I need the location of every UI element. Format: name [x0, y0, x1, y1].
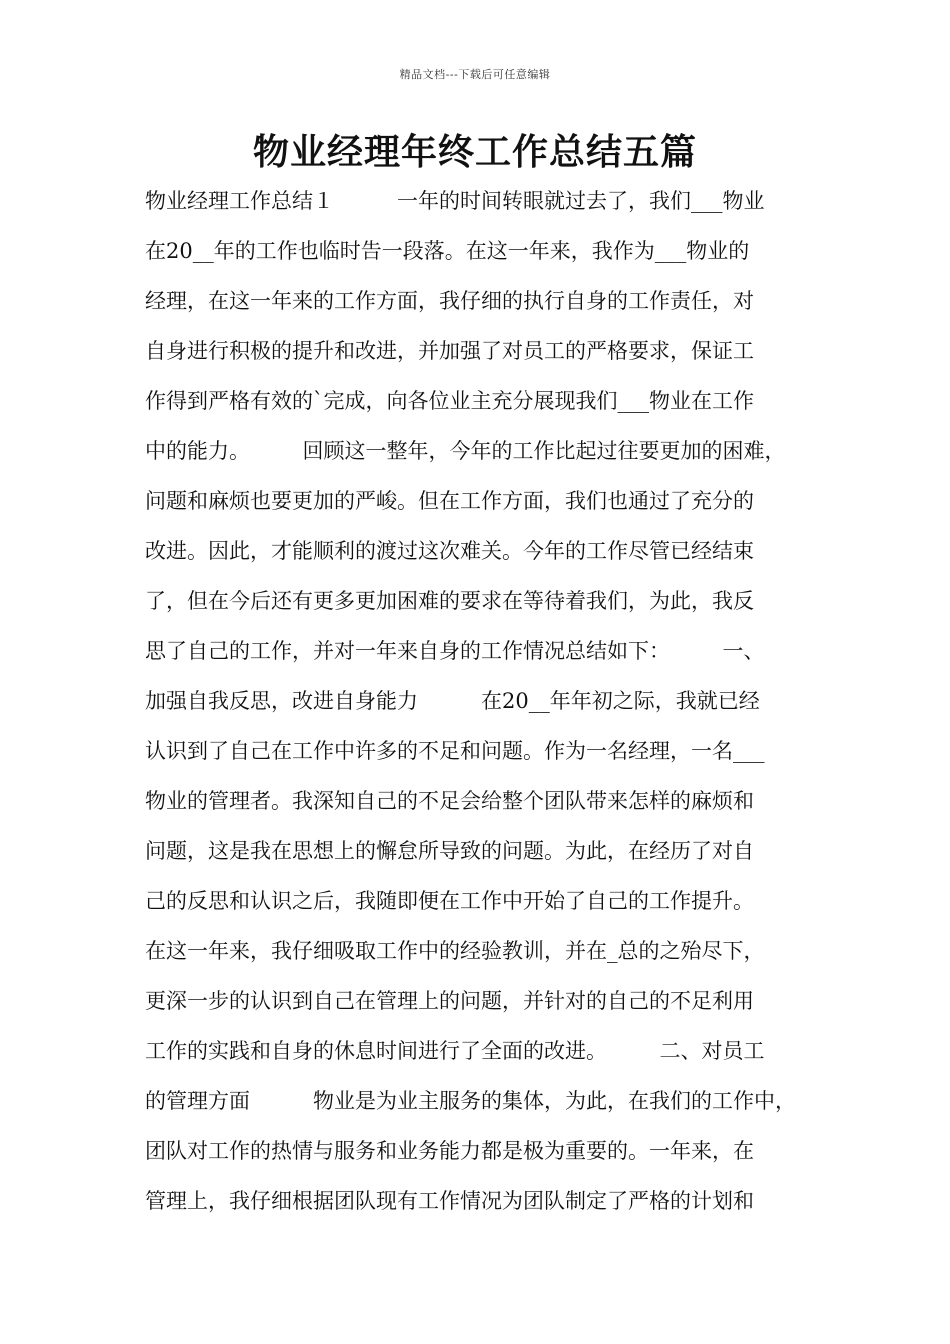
document-body [145, 180, 825, 1230]
body-line: 认识到了自己在工作中许多的不足和问题。作为一名经理，一名___ [145, 739, 765, 763]
body-line: 中的能力。 回顾这一整年，今年的工作比起过往要更加的困难， [145, 439, 786, 463]
body-line: 在这一年来，我仔细吸取工作中的经验教训，并在_总的之殆尽下， [145, 939, 765, 963]
body-line: 物业经理工作总结１ 一年的时间转眼就过去了，我们___物业 [145, 189, 765, 213]
body-line: 作得到严格有效的`完成，向各位业主充分展现我们___物业在工作 [145, 389, 754, 413]
document-title: 物业经理年终工作总结五篇 [252, 131, 697, 173]
body-line: 的管理方面 物业是为业主服务的集体，为此，在我们的工作中， [145, 1089, 796, 1113]
body-line: 了，但在今后还有更多更加困难的要求在等待着我们，为此，我反 [145, 589, 754, 613]
body-line: 工作的实践和自身的休息时间进行了全面的改进。 二、对员工 [145, 1039, 765, 1063]
body-line: 思了自己的工作，并对一年来自身的工作情况总结如下： 一、 [145, 639, 765, 663]
header-note: 精品文档---下载后可任意编辑 [399, 68, 551, 81]
body-line: 自身进行积极的提升和改进，并加强了对员工的严格要求，保证工 [145, 339, 754, 363]
body-line: 经理，在这一年来的工作方面，我仔细的执行自身的工作责任，对 [145, 289, 754, 313]
body-line: 团队对工作的热情与服务和业务能力都是极为重要的。一年来，在 [145, 1139, 754, 1163]
body-line: 加强自我反思，改进自身能力 在20__年年初之际，我就已经 [145, 689, 760, 713]
body-line: 管理上，我仔细根据团队现有工作情况为团队制定了严格的计划和 [145, 1189, 754, 1213]
body-line: 更深一步的认识到自己在管理上的问题，并针对的自己的不足利用 [145, 989, 754, 1013]
body-line: 问题和麻烦也要更加的严峻。但在工作方面，我们也通过了充分的 [145, 489, 754, 513]
body-line: 在20__年的工作也临时告一段落。在这一年来，我作为___物业的 [145, 239, 750, 263]
body-line: 己的反思和认识之后，我随即便在工作中开始了自己的工作提升。 [145, 889, 754, 913]
body-line: 问题，这是我在思想上的懈怠所导致的问题。为此，在经历了对自 [145, 839, 754, 863]
body-line: 改进。因此，才能顺利的渡过这次难关。今年的工作尽管已经结束 [145, 539, 754, 563]
body-line: 物业的管理者。我深知自己的不足会给整个团队带来怎样的麻烦和 [145, 789, 754, 813]
